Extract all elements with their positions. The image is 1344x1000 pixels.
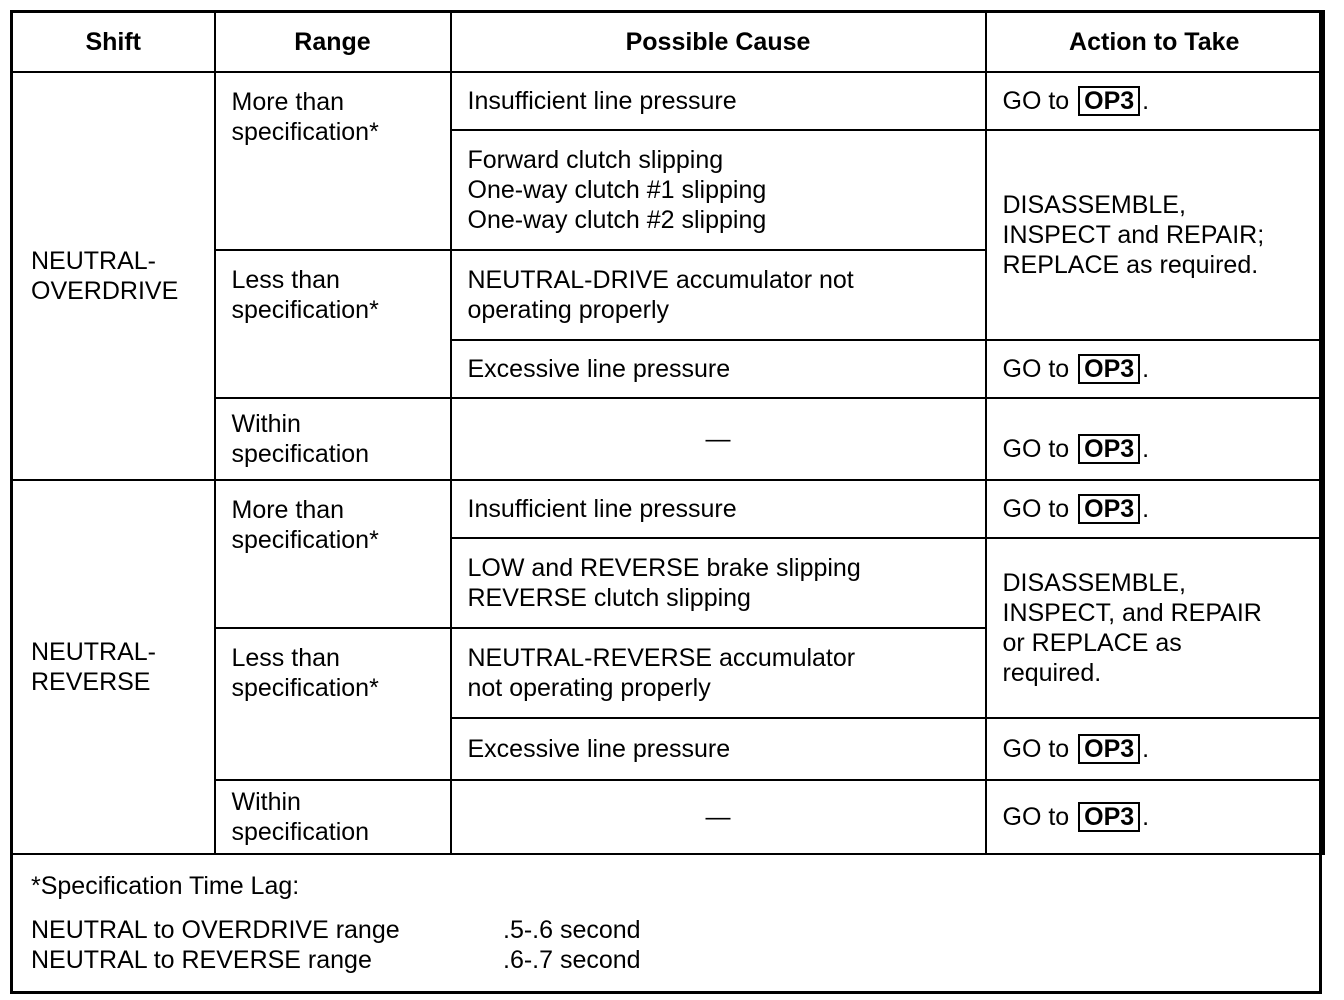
action-cell: GO to OP3 . xyxy=(986,780,1324,854)
action-cell: DISASSEMBLE, INSPECT and REPAIR; REPLACE as required. xyxy=(986,130,1324,340)
header-range: Range xyxy=(215,12,451,73)
cause-cell: Insufficient line pressure xyxy=(451,480,986,538)
shift-neutral-reverse: NEUTRAL- REVERSE xyxy=(12,480,215,854)
action-cell: GO to OP3 . xyxy=(986,480,1324,538)
op3-reference[interactable]: OP3 xyxy=(1078,86,1140,116)
header-possible-cause: Possible Cause xyxy=(451,12,986,73)
op3-reference[interactable]: OP3 xyxy=(1078,802,1140,832)
range-within: Within specification xyxy=(215,398,451,480)
footnote-value: .5-.6 second xyxy=(503,916,641,944)
cause-cell: Insufficient line pressure xyxy=(451,72,986,130)
cause-none: — xyxy=(451,398,986,480)
action-cell: GO to OP3 . xyxy=(986,72,1324,130)
table-row xyxy=(12,480,1324,538)
header-row xyxy=(12,12,1324,73)
footnote-label: NEUTRAL to OVERDRIVE range xyxy=(31,916,400,944)
table-row xyxy=(12,72,1324,130)
cause-cell: Excessive line pressure xyxy=(451,718,986,780)
troubleshooting-table xyxy=(10,10,1325,855)
op3-reference[interactable]: OP3 xyxy=(1078,434,1140,464)
range-within: Within specification xyxy=(215,780,451,854)
op3-reference[interactable]: OP3 xyxy=(1078,734,1140,764)
footnote xyxy=(13,852,1319,991)
action-cell: DISASSEMBLE, INSPECT, and REPAIR or REPLACE as required. xyxy=(986,538,1324,718)
op3-reference[interactable]: OP3 xyxy=(1078,494,1140,524)
header-shift: Shift xyxy=(12,12,215,73)
op3-reference[interactable]: OP3 xyxy=(1078,354,1140,384)
footnote-value: .6-.7 second xyxy=(503,946,641,974)
action-cell: GO to OP3 . xyxy=(986,340,1324,398)
cause-cell: LOW and REVERSE brake slipping REVERSE clutch slipping xyxy=(451,538,986,628)
footnote-title: *Specification Time Lag: xyxy=(31,872,300,900)
cause-cell: NEUTRAL-REVERSE accumulator not operating properly xyxy=(451,628,986,718)
header-action: Action to Take xyxy=(986,12,1324,73)
range-more-than: More than specification* xyxy=(215,72,451,250)
cause-cell: Forward clutch slipping One-way clutch #1 slipping One-way clutch #2 slipping xyxy=(451,130,986,250)
cause-none: — xyxy=(451,780,986,854)
action-cell: GO to OP3 . xyxy=(986,718,1324,780)
range-more-than: More than specification* xyxy=(215,480,451,628)
range-less-than: Less than specification* xyxy=(215,250,451,398)
shift-neutral-overdrive: NEUTRAL- OVERDRIVE xyxy=(12,72,215,480)
footnote-label: NEUTRAL to REVERSE range xyxy=(31,946,372,974)
range-less-than: Less than specification* xyxy=(215,628,451,780)
cause-cell: Excessive line pressure xyxy=(451,340,986,398)
action-cell: GO to OP3 . xyxy=(986,398,1324,480)
cause-cell: NEUTRAL-DRIVE accumulator not operating properly xyxy=(451,250,986,340)
